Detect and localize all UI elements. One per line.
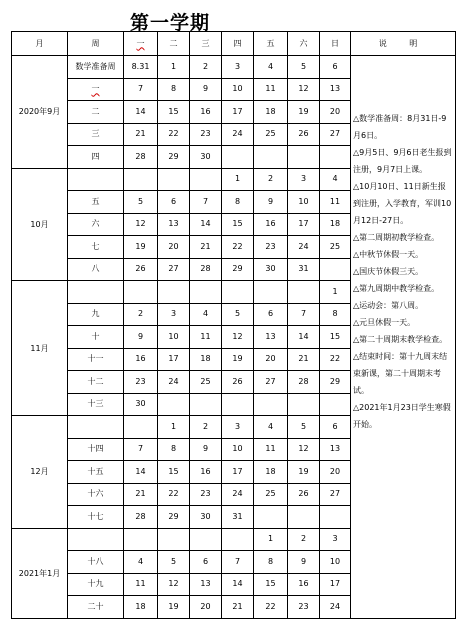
calendar-body <box>12 32 456 619</box>
date-cell <box>254 393 288 416</box>
week-label: 十七 <box>68 506 124 529</box>
date-cell <box>124 528 158 551</box>
date-cell: 27 <box>320 123 351 146</box>
date-cell: 22 <box>320 348 351 371</box>
date-cell <box>288 281 320 304</box>
week-label <box>68 528 124 551</box>
date-cell: 5 <box>288 56 320 79</box>
date-cell: 26 <box>124 258 158 281</box>
week-label: 十四 <box>68 438 124 461</box>
date-cell: 2 <box>190 416 222 439</box>
week-label: 十八 <box>68 551 124 574</box>
week-label: 八 <box>68 258 124 281</box>
date-cell <box>124 281 158 304</box>
date-cell: 3 <box>288 168 320 191</box>
date-cell <box>254 146 288 169</box>
date-cell: 5 <box>288 416 320 439</box>
date-cell: 25 <box>320 236 351 259</box>
date-cell: 9 <box>124 326 158 349</box>
date-cell: 10 <box>158 326 190 349</box>
week-label: 五 <box>68 191 124 214</box>
date-cell <box>158 281 190 304</box>
note-item: △结束时间：第十九周末结束新课，第二十周期末考试。 <box>353 352 448 395</box>
date-cell <box>190 528 222 551</box>
date-cell: 27 <box>158 258 190 281</box>
school-calendar-table <box>11 31 456 619</box>
date-cell: 11 <box>320 191 351 214</box>
date-cell: 19 <box>222 348 254 371</box>
date-cell: 20 <box>254 348 288 371</box>
date-cell: 1 <box>158 56 190 79</box>
note-item: △第二十周期末教学检查。 <box>353 335 448 344</box>
date-cell <box>254 281 288 304</box>
day-header-fri: 五 <box>254 32 288 56</box>
date-cell <box>320 146 351 169</box>
date-cell <box>320 506 351 529</box>
date-cell: 16 <box>254 213 288 236</box>
date-cell: 18 <box>254 101 288 124</box>
week-label <box>68 281 124 304</box>
week-label: 十一 <box>68 348 124 371</box>
date-cell <box>158 528 190 551</box>
date-cell: 3 <box>222 56 254 79</box>
date-cell: 8 <box>320 303 351 326</box>
date-cell: 12 <box>222 326 254 349</box>
date-cell: 17 <box>158 348 190 371</box>
date-cell: 21 <box>288 348 320 371</box>
note-item: △元旦休假一天。 <box>353 318 416 327</box>
date-cell: 19 <box>288 101 320 124</box>
page-title: 第一学期 <box>129 12 210 34</box>
month-label-sep: 2020年9月 <box>12 56 68 169</box>
date-cell: 29 <box>158 506 190 529</box>
date-cell: 14 <box>124 101 158 124</box>
date-cell: 19 <box>158 596 190 619</box>
date-cell: 24 <box>320 596 351 619</box>
date-cell: 16 <box>288 573 320 596</box>
date-cell: 15 <box>158 461 190 484</box>
date-cell: 27 <box>254 371 288 394</box>
week-label <box>68 416 124 439</box>
date-cell: 2 <box>254 168 288 191</box>
date-cell: 26 <box>288 483 320 506</box>
date-cell: 28 <box>288 371 320 394</box>
date-cell: 24 <box>288 236 320 259</box>
date-cell <box>222 281 254 304</box>
date-cell: 24 <box>222 123 254 146</box>
date-cell: 6 <box>320 416 351 439</box>
date-cell: 29 <box>320 371 351 394</box>
date-cell: 18 <box>254 461 288 484</box>
date-cell: 3 <box>158 303 190 326</box>
date-cell: 15 <box>320 326 351 349</box>
date-cell <box>320 393 351 416</box>
date-cell: 12 <box>288 438 320 461</box>
date-cell: 8 <box>158 438 190 461</box>
date-cell <box>158 393 190 416</box>
date-cell: 15 <box>158 101 190 124</box>
date-cell: 22 <box>254 596 288 619</box>
date-cell: 25 <box>190 371 222 394</box>
date-cell: 7 <box>124 78 158 101</box>
week-label: 数学准备周 <box>68 56 124 79</box>
date-cell: 1 <box>254 528 288 551</box>
week-header: 周 <box>68 32 124 56</box>
note-item: △中秋节休假一天。 <box>353 250 424 259</box>
date-cell: 21 <box>124 483 158 506</box>
date-cell: 10 <box>222 78 254 101</box>
week-label: 九 <box>68 303 124 326</box>
date-cell <box>288 393 320 416</box>
month-label-nov: 11月 <box>12 281 68 416</box>
date-cell <box>190 281 222 304</box>
date-cell: 9 <box>190 438 222 461</box>
note-item: △9月5日、9月6日老生报到注册，9月7日上课。 <box>353 148 452 174</box>
date-cell: 22 <box>158 123 190 146</box>
week-label: 十三 <box>68 393 124 416</box>
week-label <box>68 168 124 191</box>
date-cell: 23 <box>288 596 320 619</box>
date-cell: 5 <box>158 551 190 574</box>
date-cell: 20 <box>190 596 222 619</box>
notes-header: 说 明 <box>351 32 456 56</box>
date-cell: 4 <box>254 56 288 79</box>
date-cell: 30 <box>124 393 158 416</box>
date-cell: 21 <box>190 236 222 259</box>
date-cell: 13 <box>190 573 222 596</box>
month-label-jan: 2021年1月 <box>12 528 68 618</box>
date-cell: 21 <box>222 596 254 619</box>
date-cell: 17 <box>288 213 320 236</box>
week-label: 一 <box>68 78 124 101</box>
week-label: 十二 <box>68 371 124 394</box>
date-cell: 20 <box>158 236 190 259</box>
day-header-tue: 二 <box>158 32 190 56</box>
date-cell <box>158 168 190 191</box>
date-cell: 20 <box>320 461 351 484</box>
date-cell: 9 <box>190 78 222 101</box>
note-item: △数学准备周：8月31日-9月6日。 <box>353 114 447 140</box>
date-cell: 11 <box>190 326 222 349</box>
date-cell: 10 <box>288 191 320 214</box>
date-cell: 4 <box>190 303 222 326</box>
date-cell: 25 <box>254 483 288 506</box>
date-cell: 24 <box>158 371 190 394</box>
date-cell: 7 <box>124 438 158 461</box>
date-cell: 29 <box>158 146 190 169</box>
note-item: △2021年1月23日学生寒假开始。 <box>353 403 451 429</box>
date-cell <box>222 393 254 416</box>
date-cell: 4 <box>254 416 288 439</box>
date-cell: 22 <box>158 483 190 506</box>
week-label: 十六 <box>68 483 124 506</box>
date-cell: 3 <box>222 416 254 439</box>
date-cell: 8 <box>254 551 288 574</box>
day-header-thu: 四 <box>222 32 254 56</box>
date-cell: 16 <box>124 348 158 371</box>
date-cell: 27 <box>320 483 351 506</box>
date-cell: 1 <box>320 281 351 304</box>
date-cell <box>222 528 254 551</box>
date-cell: 6 <box>158 191 190 214</box>
date-cell: 1 <box>222 168 254 191</box>
date-cell: 5 <box>222 303 254 326</box>
date-cell: 9 <box>288 551 320 574</box>
date-cell: 13 <box>320 438 351 461</box>
date-cell: 1 <box>158 416 190 439</box>
date-cell <box>124 168 158 191</box>
date-cell: 18 <box>190 348 222 371</box>
date-cell <box>288 506 320 529</box>
date-cell: 15 <box>254 573 288 596</box>
date-cell: 8 <box>158 78 190 101</box>
week-label: 十 <box>68 326 124 349</box>
week-label: 三 <box>68 123 124 146</box>
date-cell: 20 <box>320 101 351 124</box>
date-cell: 19 <box>124 236 158 259</box>
week-label: 十五 <box>68 461 124 484</box>
date-cell: 31 <box>222 506 254 529</box>
week-label: 四 <box>68 146 124 169</box>
date-cell <box>254 506 288 529</box>
day-header-mon: 一 <box>124 32 158 56</box>
date-cell: 30 <box>190 506 222 529</box>
note-item: △10月10日、11日新生报到注册，入学教育，军训10月12日-27日。 <box>353 182 452 225</box>
date-cell: 28 <box>190 258 222 281</box>
date-cell <box>320 258 351 281</box>
header-row <box>12 32 456 56</box>
date-cell: 28 <box>124 146 158 169</box>
date-cell: 10 <box>222 438 254 461</box>
note-item: △运动会：第八周。 <box>353 301 424 310</box>
date-cell: 9 <box>254 191 288 214</box>
date-cell: 19 <box>288 461 320 484</box>
date-cell: 13 <box>320 78 351 101</box>
week-label: 十九 <box>68 573 124 596</box>
date-cell: 11 <box>124 573 158 596</box>
day-header-wed: 三 <box>190 32 222 56</box>
date-cell: 12 <box>288 78 320 101</box>
date-cell: 30 <box>254 258 288 281</box>
date-cell: 13 <box>158 213 190 236</box>
day-header-sat: 六 <box>288 32 320 56</box>
date-cell: 14 <box>124 461 158 484</box>
date-cell: 2 <box>124 303 158 326</box>
notes-column <box>351 56 456 619</box>
date-cell: 3 <box>320 528 351 551</box>
date-cell: 31 <box>288 258 320 281</box>
date-cell: 17 <box>222 461 254 484</box>
date-cell: 22 <box>222 236 254 259</box>
date-cell: 12 <box>124 213 158 236</box>
date-cell: 16 <box>190 101 222 124</box>
date-cell: 25 <box>254 123 288 146</box>
date-cell: 7 <box>190 191 222 214</box>
date-cell: 23 <box>124 371 158 394</box>
date-cell: 7 <box>222 551 254 574</box>
date-cell: 16 <box>190 461 222 484</box>
date-cell: 26 <box>222 371 254 394</box>
week-label: 二 <box>68 101 124 124</box>
week-label: 六 <box>68 213 124 236</box>
date-cell: 6 <box>190 551 222 574</box>
date-cell: 23 <box>190 483 222 506</box>
date-cell: 24 <box>222 483 254 506</box>
date-cell: 11 <box>254 78 288 101</box>
date-cell <box>222 146 254 169</box>
date-cell: 23 <box>254 236 288 259</box>
date-cell <box>124 416 158 439</box>
week-label: 二十 <box>68 596 124 619</box>
month-header: 月 <box>12 32 68 56</box>
date-cell: 2 <box>190 56 222 79</box>
date-cell: 7 <box>288 303 320 326</box>
date-cell: 17 <box>320 573 351 596</box>
date-cell: 6 <box>320 56 351 79</box>
date-cell: 29 <box>222 258 254 281</box>
date-cell: 21 <box>124 123 158 146</box>
month-label-oct: 10月 <box>12 168 68 281</box>
date-cell: 28 <box>124 506 158 529</box>
week-label: 七 <box>68 236 124 259</box>
date-cell: 14 <box>190 213 222 236</box>
date-cell: 5 <box>124 191 158 214</box>
date-cell: 30 <box>190 146 222 169</box>
date-cell: 14 <box>222 573 254 596</box>
date-cell: 12 <box>158 573 190 596</box>
day-header-sun: 日 <box>320 32 351 56</box>
date-cell: 2 <box>288 528 320 551</box>
date-cell: 17 <box>222 101 254 124</box>
date-cell: 11 <box>254 438 288 461</box>
date-cell: 15 <box>222 213 254 236</box>
note-item: △第二周期初教学检查。 <box>353 233 440 242</box>
week-row <box>12 56 456 79</box>
date-cell: 4 <box>320 168 351 191</box>
note-item: △国庆节休假三天。 <box>353 267 424 276</box>
date-cell: 18 <box>320 213 351 236</box>
month-label-dec: 12月 <box>12 416 68 529</box>
date-cell: 6 <box>254 303 288 326</box>
date-cell: 8 <box>222 191 254 214</box>
date-cell: 10 <box>320 551 351 574</box>
date-cell: 26 <box>288 123 320 146</box>
date-cell: 18 <box>124 596 158 619</box>
date-cell <box>190 168 222 191</box>
date-cell: 14 <box>288 326 320 349</box>
date-cell: 13 <box>254 326 288 349</box>
date-cell <box>190 393 222 416</box>
date-cell: 8.31 <box>124 56 158 79</box>
note-item: △第九周期中教学检查。 <box>353 284 440 293</box>
date-cell: 23 <box>190 123 222 146</box>
date-cell: 4 <box>124 551 158 574</box>
date-cell <box>288 146 320 169</box>
